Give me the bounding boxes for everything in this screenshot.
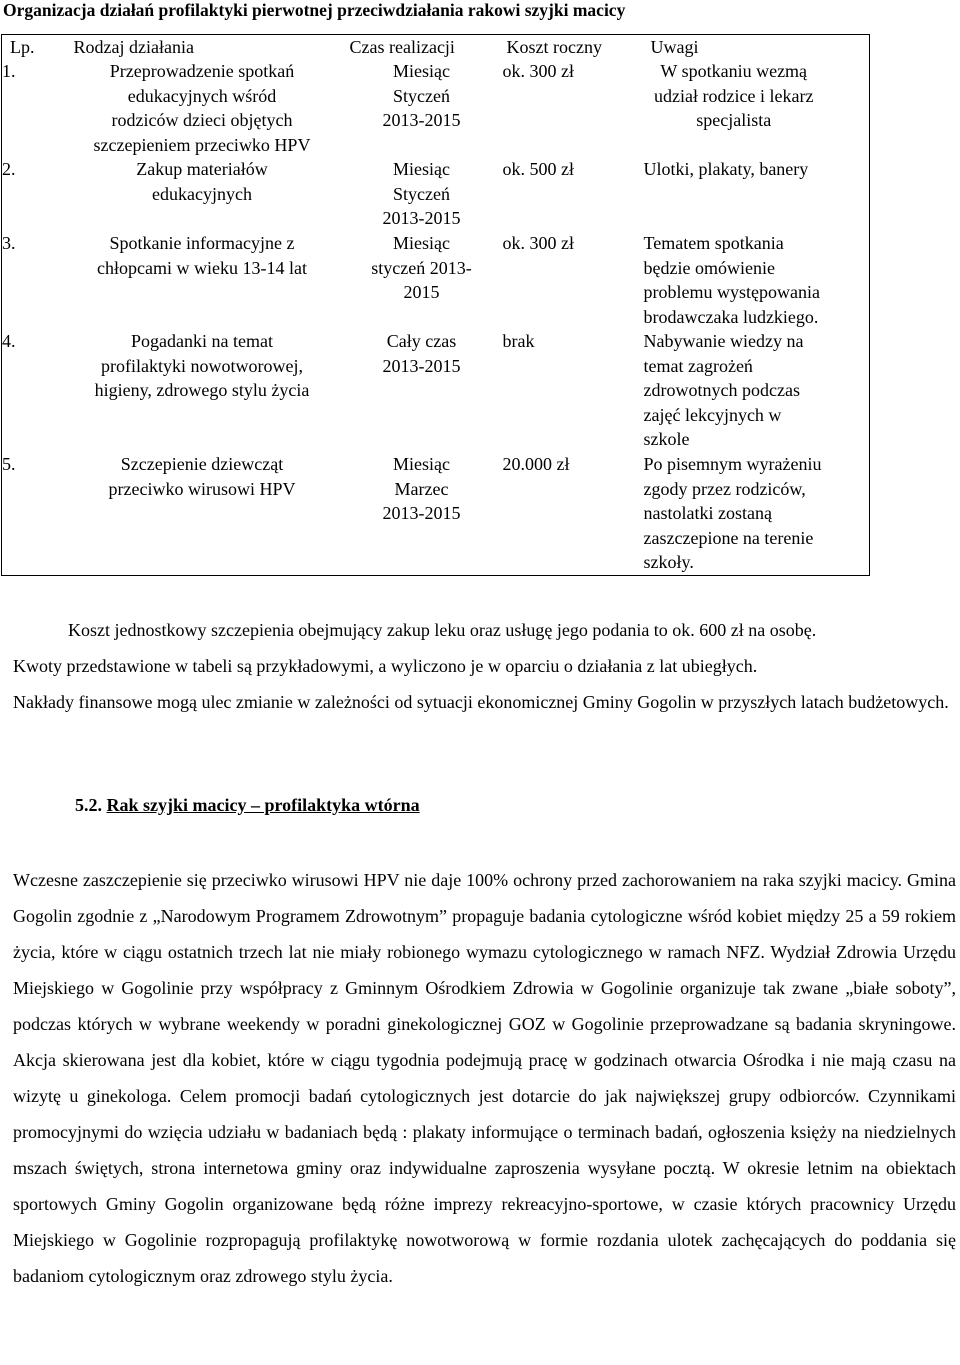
header-spacer — [789, 35, 870, 60]
unit-cost-paragraph: Koszt jednostkowy szczepienia obejmujący zakup leku oraz usługę jego podania to ok. 600 zł na osobę. — [68, 620, 817, 640]
header-lp: Lp. — [2, 35, 64, 60]
row-number: 3. — [2, 231, 64, 329]
expenditure-note-paragraph: Nakłady finansowe mogą ulec zmianie w zależności od sytuacji ekonomicznej Gminy Gogolin w przyszłych latach budżetowych. — [13, 692, 949, 712]
row-time: Miesiąc Styczeń 2013-2015 — [382, 159, 461, 229]
row-notes: Nabywanie wiedzy na temat zagrożeń zdrowotnych podczas zajęć lekcyjnych w szkole — [639, 329, 870, 452]
row-number: 4. — [2, 329, 64, 452]
row-time: Cały czas 2013-2015 — [382, 331, 461, 376]
row-cost: 20.000 zł — [503, 452, 639, 575]
row-cost: ok. 300 zł — [502, 233, 574, 254]
row-activity: Pogadanki na temat profilaktyki nowotworowej, higieny, zdrowego stylu życia — [94, 331, 310, 401]
header-uwagi: Uwagi — [639, 35, 789, 60]
table-row — [2, 329, 870, 452]
body-paragraph-text: Wczesne zaszczepienie się przeciwko wirusowi HPV nie daje 100% ochrony przed zachorowaniem na raka szyjki macicy. Gmina Gogolin zgodnie z „Narodowym Programem Zdrowotnym” propaguje badania cytologiczne wśród kobiet między 25 a 59 rokiem życia, które w ciągu ostatnich trzech lat nie miały robionego wymazu cytologicznego w ramach NFZ. Wydział Zdrowia Urzędu Miejskiego w Gogolinie przy współpracy z Gminnym Ośrodkiem Zdrowia w Gogolinie organizuje tak zwane „białe soboty”, podczas których w wybrane weekendy w poradni ginekologicznej GOZ w Gogolinie przeprowadzane są badania skryningowe. Akcja skierowana jest dla kobiet, które w ciągu tygodnia podejmują pracę w godzinach otwarcia Ośrodka i nie mają czasu na wizytę u ginekologa. Celem promocji badań cytologicznych jest dotarcie do jak największej grupy odbiorców. Czynnikami promocyjnymi do wzięcia udziału w badaniach będą : plakaty informujące o terminach badań, ogłoszenia księży na niedzielnych mszach świętych, strona internetowa gminy oraz indywidualne zaproszenia wysyłane pocztą. W okresie letnim na obiektach sportowych Gminy Gogolin organizowane będą różne imprezy rekreacyjno-sportowe, w czasie których pracownicy Urzędu Miejskiego w Gogolinie rozpropagują profilaktykę nowotworową w formie rozdania ulotek zachęcających do poddania się badaniom cytologicznym oraz zdrowego stylu życia. — [13, 870, 956, 1286]
table-row — [2, 59, 870, 157]
activities-table — [1, 34, 870, 576]
table-row — [2, 452, 870, 575]
section-number: 5.2. — [75, 795, 102, 815]
row-cost: brak — [502, 331, 535, 352]
row-notes: Tematem spotkania będzie omówienie problemu występowania brodawczaka ludzkiego. — [639, 231, 870, 329]
row-number: 2. — [2, 157, 64, 231]
row-notes: Ulotki, plakaty, banery — [639, 157, 870, 231]
table-row — [2, 157, 870, 231]
row-notes: W spotkaniu wezmą udział rodzice i lekarz specjalista — [639, 59, 870, 157]
row-cost: ok. 300 zł — [502, 61, 574, 82]
body-paragraph — [13, 862, 956, 1294]
row-time: Miesiąc Marzec 2013-2015 — [341, 452, 503, 575]
section-heading — [75, 790, 420, 820]
section-title: Rak szyjki macicy – profilaktyka wtórna — [106, 795, 420, 815]
table-row — [2, 231, 870, 329]
row-time: Miesiąc Styczeń 2013-2015 — [382, 61, 461, 131]
row-activity: Zakup materiałów edukacyjnych — [136, 159, 268, 204]
row-number: 5. — [2, 452, 64, 575]
table-title: Organizacja działań profilaktyki pierwotnej przeciwdziałania rakowi szyjki macicy — [3, 0, 626, 20]
row-cost: ok. 500 zł — [502, 159, 574, 180]
row-activity: Szczepienie dziewcząt przeciwko wirusowi HPV — [64, 452, 341, 575]
row-activity: Przeprowadzenie spotkań edukacyjnych wśród rodziców dzieci objętych szczepieniem przeciwko HPV — [93, 61, 311, 155]
row-activity: Spotkanie informacyjne z chłopcami w wieku 13-14 lat — [97, 233, 307, 278]
header-czas: Czas realizacji — [341, 35, 503, 60]
row-time: Miesiąc styczeń 2013- 2015 — [371, 233, 472, 303]
header-rodzaj: Rodzaj działania — [64, 35, 341, 60]
table-header-row — [2, 35, 870, 60]
row-number: 1. — [2, 59, 64, 157]
row-notes: Po pisemnym wyrażeniu zgody przez rodziców, nastolatki zostaną zaszczepione na terenie szkoły. — [639, 452, 870, 575]
header-koszt: Koszt roczny — [503, 35, 639, 60]
amounts-note-paragraph: Kwoty przedstawione w tabeli są przykładowymi, a wyliczono je w oparciu o działania z lat ubiegłych. — [13, 656, 758, 676]
